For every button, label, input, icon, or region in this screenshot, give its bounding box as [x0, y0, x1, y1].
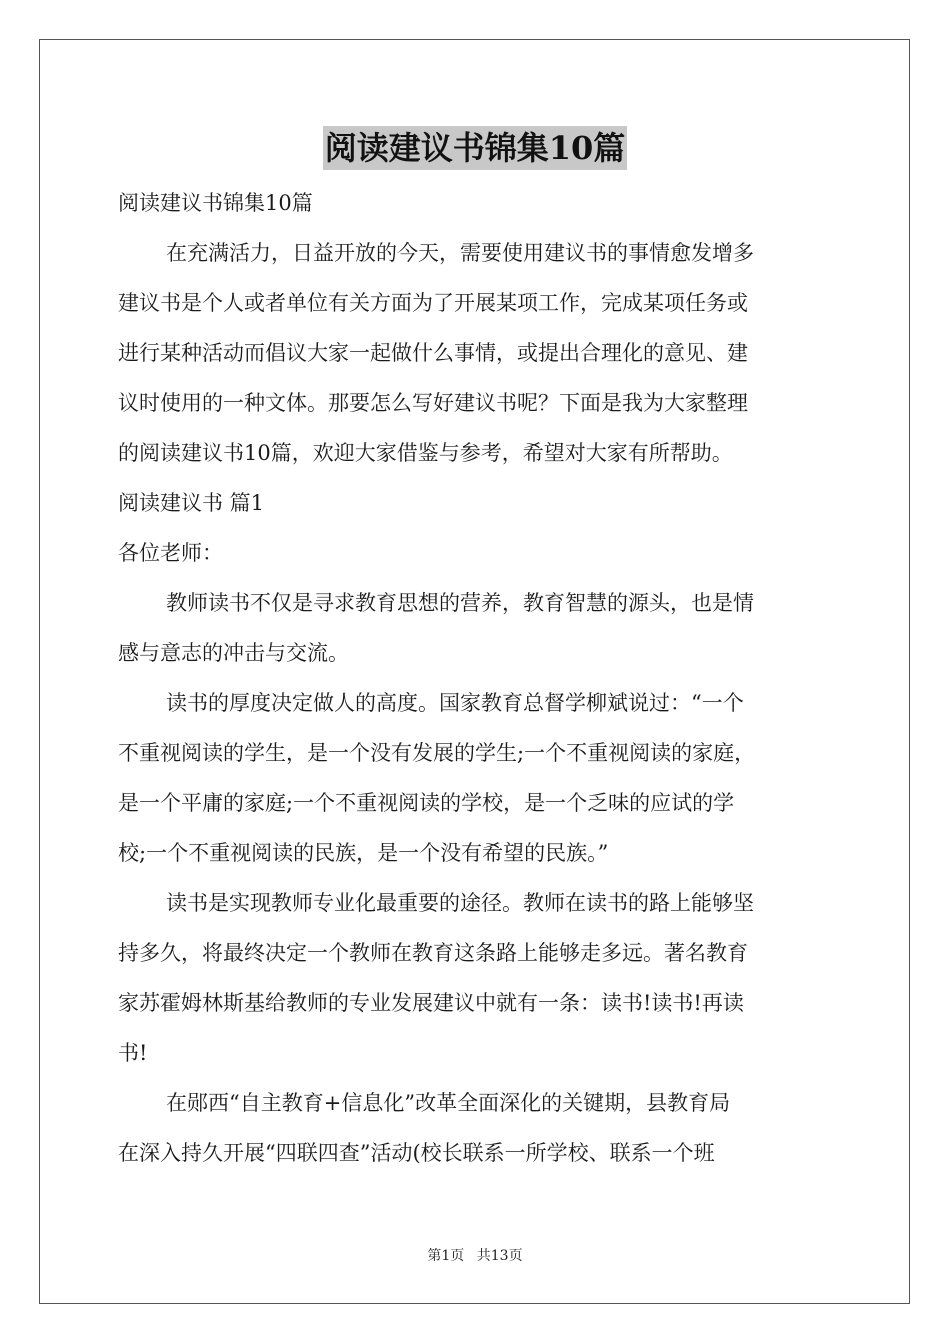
- text-line: 读书是实现教师专业化最重要的途径。教师在读书的路上能够坚: [166, 891, 754, 915]
- text-line: 感与意志的冲击与交流。: [118, 641, 349, 665]
- text-line: 的阅读建议书10篇，欢迎大家借鉴与参考，希望对大家有所帮助。: [118, 441, 733, 465]
- text-line: 在郧西“自主教育+信息化”改革全面深化的关键期，县教育局: [166, 1091, 731, 1115]
- text-line: 不重视阅读的学生，是一个没有发展的学生;一个不重视阅读的家庭，: [118, 741, 756, 765]
- page-total: 共13页: [476, 1248, 523, 1264]
- text-line: 各位老师：: [118, 541, 223, 565]
- text-line: 持多久，将最终决定一个教师在教育这条路上能够走多远。著名教育: [118, 941, 748, 965]
- text-line: 进行某种活动而倡议大家一起做什么事情，或提出合理化的意见、建: [118, 341, 748, 365]
- page-footer: [0, 1245, 950, 1265]
- text-line: 阅读建议书锦集10篇: [118, 191, 313, 215]
- text-line: 建议书是个人或者单位有关方面为了开展某项工作，完成某项任务或: [118, 291, 748, 315]
- document-body: [118, 178, 838, 1178]
- page-number: 第1页: [427, 1248, 465, 1264]
- text-line: 在充满活力，日益开放的今天，需要使用建议书的事情愈发增多: [166, 241, 754, 265]
- text-line: 家苏霍姆林斯基给教师的专业发展建议中就有一条：读书!读书!再读: [118, 991, 744, 1015]
- text-line: 在深入持久开展“四联四查”活动(校长联系一所学校、联系一个班: [118, 1141, 715, 1165]
- title-container: [0, 126, 950, 170]
- text-line: 议时使用的一种文体。那要怎么写好建议书呢？下面是我为大家整理: [118, 391, 748, 415]
- text-line: 教师读书不仅是寻求教育思想的营养，教育智慧的源头，也是情: [166, 591, 754, 615]
- text-line: 校;一个不重视阅读的民族，是一个没有希望的民族。”: [118, 841, 609, 865]
- text-line: 阅读建议书 篇1: [118, 491, 265, 515]
- text-line: 书!: [118, 1041, 148, 1065]
- document-title: 阅读建议书锦集10篇: [323, 126, 628, 170]
- text-line: 读书的厚度决定做人的高度。国家教育总督学柳斌说过：“一个: [166, 691, 744, 715]
- text-line: 是一个平庸的家庭;一个不重视阅读的学校，是一个乏味的应试的学: [118, 791, 735, 815]
